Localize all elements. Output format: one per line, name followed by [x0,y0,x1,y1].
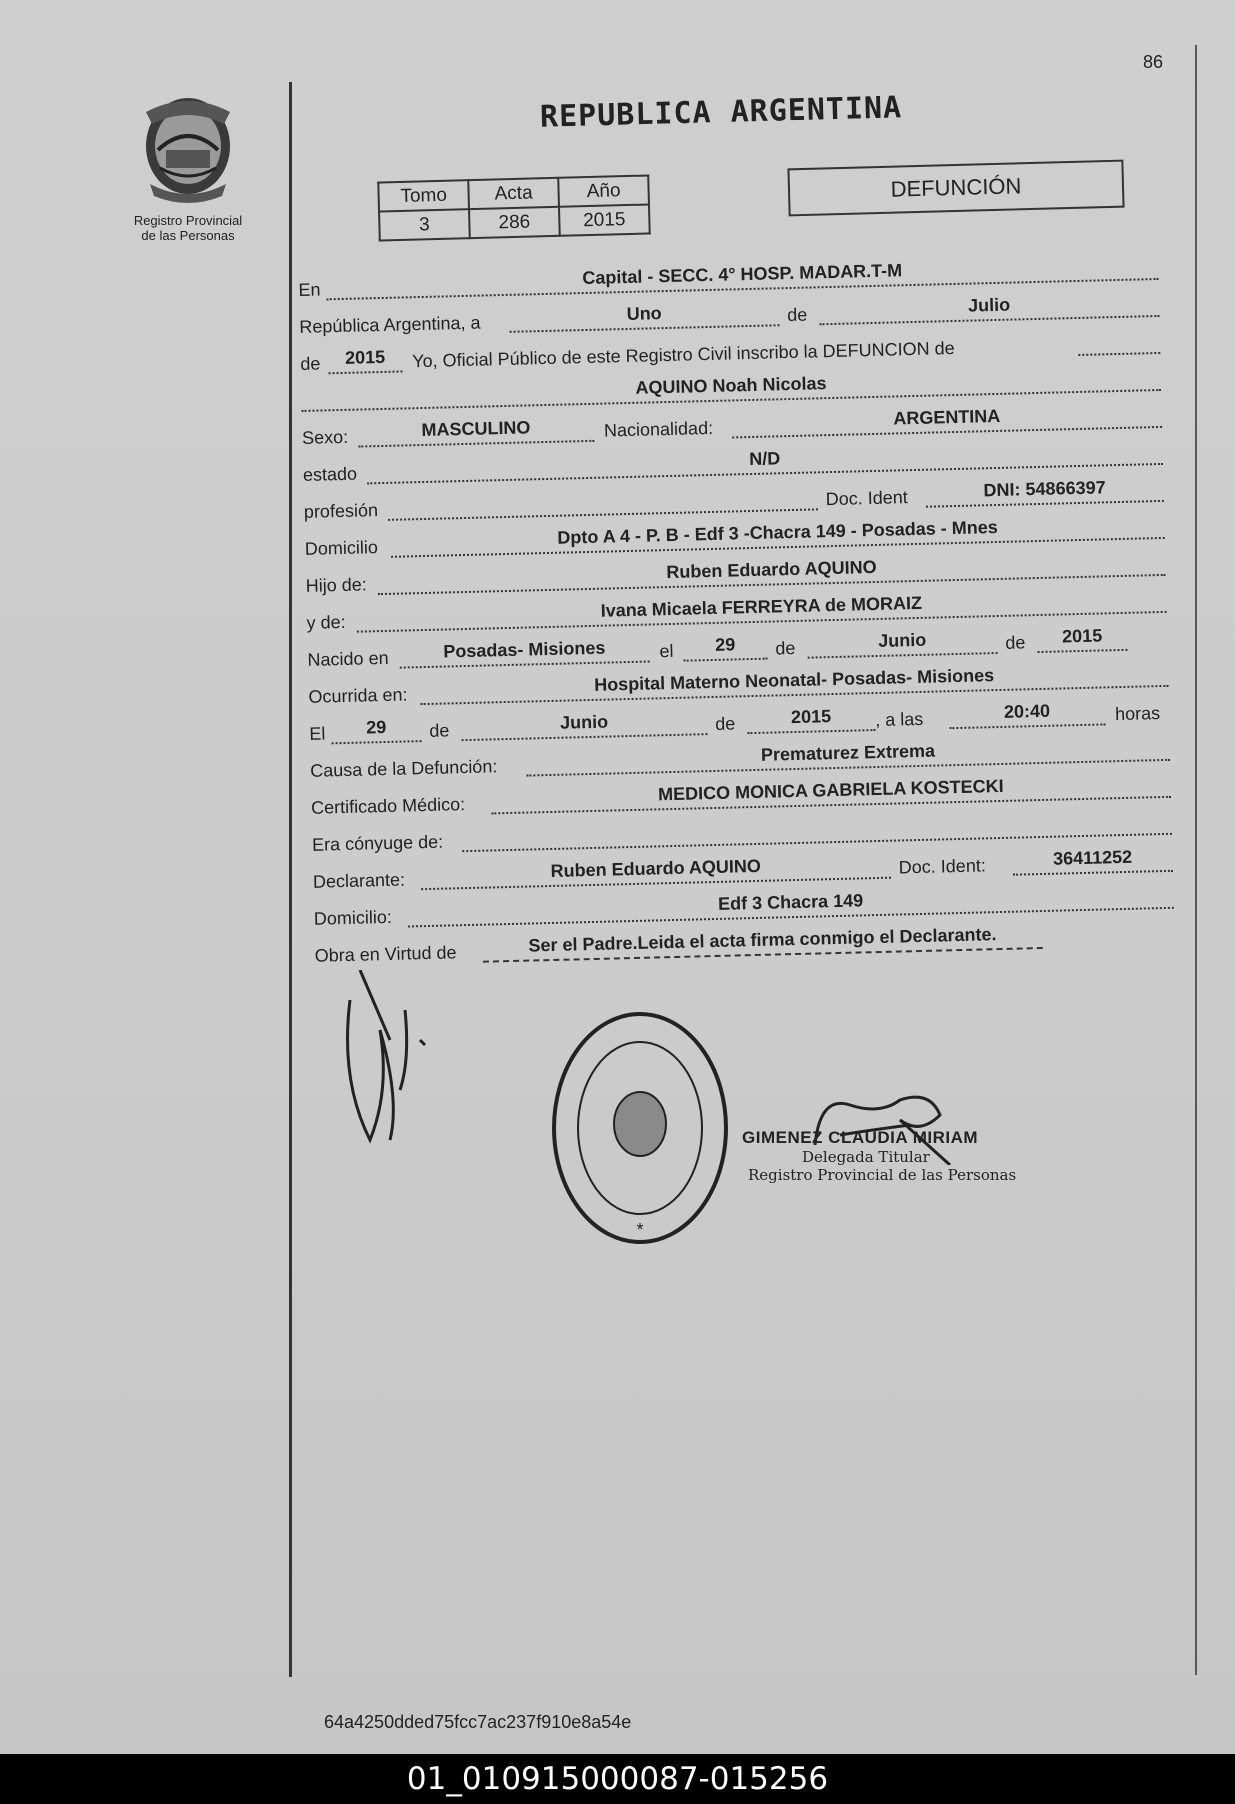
obra-value: Ser el Padre.Leida el acta firma conmigo el Declarante. [528,924,997,956]
year-value: 2015 [344,346,386,368]
yde-value: Ivana Micaela FERREYRA de MORAIZ [600,592,923,621]
hijo-value: Ruben Eduardo AQUINO [666,556,877,583]
day-field [509,302,780,333]
oficial-text: Yo, Oficial Público de este Registro Civil inscribo la DEFUNCION de [412,337,955,372]
nacido-day-value: 29 [715,634,736,655]
left-margin-rule [289,82,292,1677]
signer-block [742,1128,1016,1184]
nacido-value: Posadas- Misiones [443,637,606,662]
cert-label: Certificado Médico: [310,794,466,818]
nacido-year-field [1037,627,1128,653]
sexo-label: Sexo: [301,426,349,448]
page-number: 86 [1142,52,1163,72]
nacionalidad-field [732,404,1162,438]
signer-role: Delegada Titular [802,1148,930,1166]
ocurrida-label: Ocurrida en: [308,684,408,707]
doc2-field [1012,848,1173,876]
logo-caption: Registro Provincial de las Personas [133,213,243,243]
registry-logo [128,92,248,243]
ref-header-acta: Acta [468,178,559,209]
ref-header-ano: Año [558,175,649,206]
declarante-value: Ruben Eduardo AQUINO [550,855,762,882]
alas-label: , a las [874,708,924,731]
nacionalidad-label: Nacionalidad: [603,417,714,441]
domicilio-label: Domicilio [304,537,379,559]
death-record-form [298,248,1195,972]
death-month-value: Junio [559,711,609,733]
nacido-month-field [807,630,998,659]
el2-label: El [309,723,326,744]
doc-label: Doc. Ident [825,487,909,510]
death-day-value: 29 [365,716,387,738]
declarant-signature [330,970,450,1150]
province-emblem-icon [138,92,238,204]
death-month-field [461,711,708,741]
el-label: el [659,640,674,662]
en-value: Capital - SECC. 4° HOSP. MADAR.T-M [582,260,903,289]
death-year-field [747,707,876,734]
nacido-year-value: 2015 [1061,625,1103,647]
sexo-value: MASCULINO [421,417,531,441]
hijo-label: Hijo de: [305,574,367,596]
nacido-de-label: de [775,637,796,659]
death-de2-label: de [714,713,736,734]
estado-label: estado [302,463,358,485]
declarante-label: Declarante: [312,869,406,892]
causa-label: Causa de la Defunción: [309,756,498,781]
oficial-trail-field [1078,330,1161,356]
svg-text:*: * [636,1220,644,1240]
nacido-de2-label: de [1005,632,1026,653]
de-label: de [787,304,808,326]
doc-field [925,478,1164,508]
death-time-field [949,701,1106,729]
domicilio2-value: Edf 3 Chacra 149 [717,890,864,914]
ref-header-tomo: Tomo [378,180,469,211]
estado-value: N/D [749,448,781,470]
death-de-label: de [429,720,450,741]
nacionalidad-value: ARGENTINA [893,405,1001,429]
domicilio-value: Dpto A 4 - P. B - Edf 3 -Chacra 149 - Posadas - Mnes [557,516,998,548]
year-field [328,348,403,374]
yde-label: y de: [306,611,346,633]
ocurrida-value: Hospital Materno Neonatal- Posadas- Misiones [593,665,995,695]
ref-value-acta: 286 [469,207,560,238]
profesion-label: profesión [303,500,379,522]
month-value: Julio [967,294,1011,316]
document-hash: 64a4250dded75fcc7ac237f910e8a54e [324,1712,632,1732]
doc2-label: Doc. Ident: [898,855,987,878]
name-value: AQUINO Noah Nicolas [635,373,827,398]
obra-field [482,925,1042,963]
signer-name: GIMENEZ CLAUDIA MIRIAM [742,1128,979,1147]
nacido-field [399,639,650,669]
reference-table [377,174,650,241]
day-value: Uno [626,303,662,324]
footer-id-bar: 01_010915000087-015256 [0,1754,1235,1804]
nacido-month-value: Junio [877,629,927,651]
conyuge-label: Era cónyuge de: [311,831,444,855]
obra-label: Obra en Virtud de [314,942,457,966]
signer-org: Registro Provincial de las Personas [748,1166,1017,1184]
death-year-value: 2015 [790,706,832,728]
domicilio2-label: Domicilio: [313,906,393,929]
death-time-value: 20:40 [1003,700,1051,722]
stamp-seal-icon [548,1008,732,1248]
republica-label: República Argentina, a [299,312,481,337]
cert-value: MEDICO MONICA GABRIELA KOSTECKI [657,775,1004,805]
nacido-day-field [683,636,768,662]
profesion-field [388,486,818,520]
causa-value: Prematurez Extrema [760,740,936,765]
de2-label: de [300,353,321,374]
ref-value-ano: 2015 [559,204,650,235]
sexo-field [358,418,595,448]
declarante-field [421,855,891,890]
ref-value-tomo: 3 [379,209,470,240]
en-label: En [298,279,321,300]
document-title: REPUBLICA ARGENTINA [539,90,903,135]
official-stamp [548,1008,732,1248]
nacido-label: Nacido en [307,647,389,670]
record-type-box: DEFUNCIÓN [787,160,1124,217]
doc2-value: 36411252 [1052,846,1133,869]
month-field [819,293,1159,325]
right-margin-rule [1195,45,1197,1675]
death-day-field [331,718,422,744]
horas-label: horas [1114,703,1161,725]
doc-value: DNI: 54866397 [983,477,1106,501]
